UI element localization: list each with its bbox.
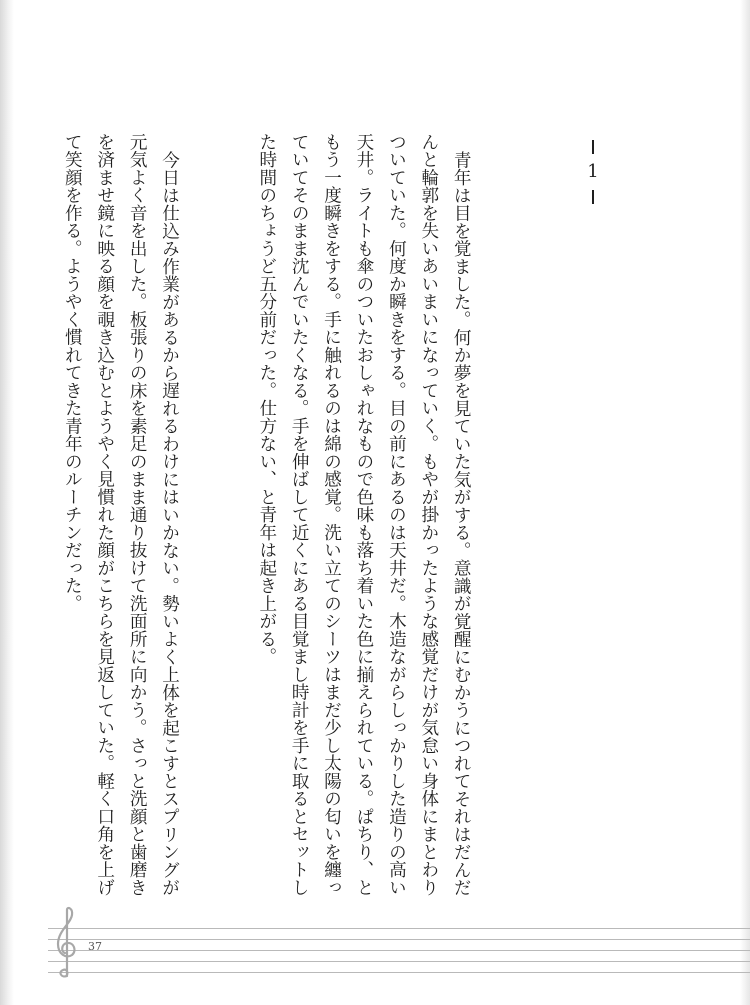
paragraph-2: 今日は仕込み作業があるから遅れるわけにはいかない。勢いよく上体を起こすとスプリングが元気よく音を出した。板張りの床を素足のまま通り抜けて洗面所に向かう。さっと洗顔と歯磨きを済ませ鏡に映る顔を覗き込むとようやく見慣れた顔がこちらを見返していた。軽く口角を上げて笑顔を作る。ようやく慣れてきた青年のルーチンだった。 [62, 133, 180, 897]
staff-line [48, 950, 750, 951]
page-number: 37 [88, 940, 102, 953]
chapter-heading [578, 140, 608, 220]
treble-clef-icon [52, 906, 80, 984]
chapter-number: 1 [587, 161, 599, 182]
body-text [0, 133, 542, 913]
staff-line [48, 972, 750, 973]
chapter-dash-bottom [592, 190, 594, 204]
page-right-edge [740, 0, 750, 1005]
chapter-dash-top [592, 140, 594, 154]
staff-line [48, 961, 750, 962]
paragraph-1: 青年は目を覚ました。何か夢を見ていた気がする。意識が覚醒にむかうにつれてそれはだんだんと輪郭を失いあいまいになっていく。もやが掛かったような感覚だけが気怠い身体にまとわりついていた。何度か瞬きをする。目の前にあるのは天井だ。木造ながらしっかりした造りの高い天井。ライトも傘のついたおしゃれなもので色味も落ち着いた色に揃えられている。ぱちり、ともう一度瞬きをする。手に触れるのは綿の感覚。洗い立てのシーツはまだ少し太陽の匂いを纏っていてそのまま沈んでいたくなる。手を伸ばして近くにある目覚まし時計を手に取るとセットした時間のちょうど五分前だった。仕方ない、と青年は起き上がる。 [256, 133, 472, 897]
staff-line [48, 928, 750, 929]
music-staff-decoration [48, 928, 750, 974]
staff-line [48, 939, 750, 940]
